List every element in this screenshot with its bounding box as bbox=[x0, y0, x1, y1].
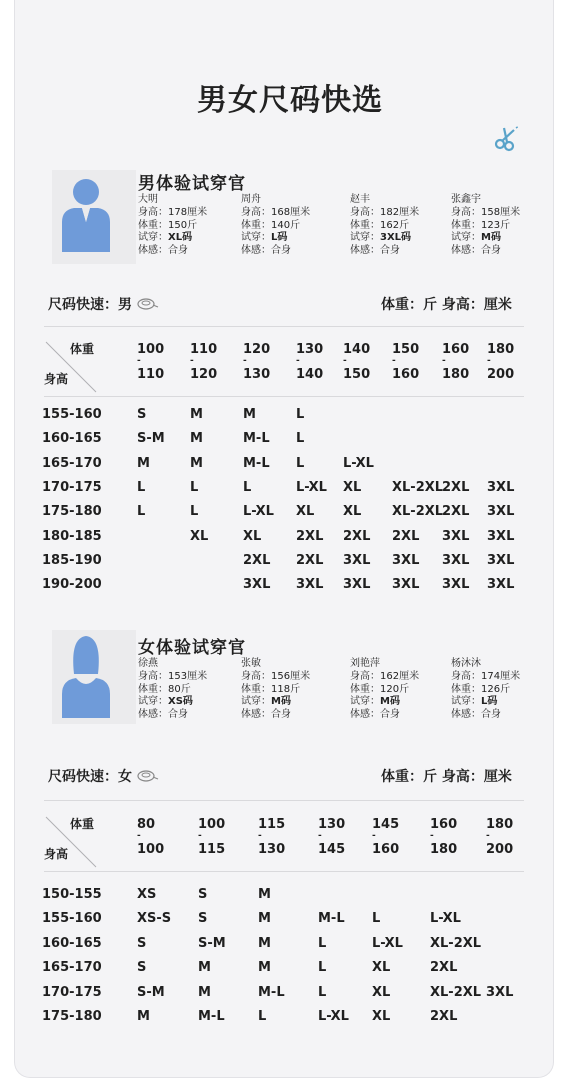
weight-range-end: 200 bbox=[487, 367, 515, 382]
weight-range-header bbox=[190, 343, 217, 381]
weight-range-dash: - bbox=[243, 356, 247, 366]
size-cell: XL bbox=[343, 504, 362, 520]
size-cell: XS-S bbox=[137, 911, 172, 927]
size-cell: 2XL bbox=[442, 479, 470, 495]
male-silhouette-icon bbox=[52, 170, 136, 264]
tester-tried-label: 试穿： bbox=[138, 696, 168, 708]
weight-range-header bbox=[430, 818, 457, 856]
size-cell: XS bbox=[137, 887, 157, 902]
tester-tried bbox=[451, 232, 520, 245]
tester-weight: 体重：118斤 bbox=[241, 683, 301, 695]
size-cell: 3XL bbox=[486, 984, 514, 1000]
size-cell: L-XL bbox=[296, 479, 327, 495]
tester-tried bbox=[241, 696, 310, 709]
size-cell: 3XL bbox=[442, 577, 470, 593]
size-cell: L bbox=[318, 960, 327, 976]
weight-range-header bbox=[392, 343, 419, 381]
tester-feel: 体感：合身 bbox=[451, 245, 501, 257]
weight-range-header bbox=[258, 818, 285, 856]
tester-tried-size: XS码 bbox=[168, 696, 193, 708]
tester-name: 杨沐沐 bbox=[451, 658, 481, 669]
height-range-label: 175-180 bbox=[42, 504, 102, 520]
tester-tried-size: L码 bbox=[271, 232, 288, 244]
tester-tried-size: M码 bbox=[481, 232, 501, 244]
weight-range-end: 200 bbox=[486, 842, 514, 857]
tester-weight: 体重：150斤 bbox=[138, 219, 198, 231]
male-avatar bbox=[52, 170, 136, 264]
size-cell: M bbox=[190, 431, 203, 447]
height-range-label: 165-170 bbox=[42, 455, 102, 471]
weight-range-dash: - bbox=[296, 356, 300, 366]
women-weight-header: 体重 bbox=[70, 817, 95, 831]
weight-range-start: 120 bbox=[243, 342, 271, 357]
tape-measure-icon bbox=[137, 296, 159, 310]
weight-range-dash: - bbox=[198, 831, 202, 841]
weight-range-end: 180 bbox=[442, 367, 470, 382]
weight-range-end: 130 bbox=[258, 842, 286, 857]
size-cell: L bbox=[318, 984, 327, 1000]
size-cell: XL bbox=[296, 504, 315, 520]
weight-range-start: 150 bbox=[392, 342, 420, 357]
size-cell: L bbox=[318, 935, 327, 951]
size-cell: M bbox=[198, 984, 211, 1000]
weight-range-header bbox=[372, 818, 399, 856]
size-cell: L bbox=[190, 479, 199, 495]
weight-range-header bbox=[442, 343, 469, 381]
tester-weight: 体重：162斤 bbox=[350, 219, 410, 231]
size-cell: 2XL bbox=[296, 552, 324, 568]
size-cell: 3XL bbox=[392, 577, 420, 593]
tester-tried-label: 试穿： bbox=[350, 232, 380, 244]
weight-range-dash: - bbox=[190, 356, 194, 366]
tester-tried-label: 试穿： bbox=[451, 232, 481, 244]
weight-range-dash: - bbox=[372, 831, 376, 841]
tape-measure-icon bbox=[137, 768, 159, 782]
men-units-label: 体重：斤 身高：厘米 bbox=[381, 297, 512, 313]
size-cell: L bbox=[372, 911, 381, 927]
weight-range-dash: - bbox=[486, 831, 490, 841]
weight-range-header bbox=[318, 818, 345, 856]
size-cell: M-L bbox=[318, 911, 345, 927]
height-range-label: 170-175 bbox=[42, 984, 102, 1000]
divider bbox=[44, 396, 524, 397]
size-cell: S-M bbox=[198, 935, 226, 951]
tester-feel: 体感：合身 bbox=[241, 245, 291, 257]
tester-tried-label: 试穿： bbox=[241, 232, 271, 244]
tester-card bbox=[241, 658, 310, 722]
tester-tried-label: 试穿： bbox=[350, 696, 380, 708]
tester-card bbox=[138, 658, 207, 722]
weight-range-end: 140 bbox=[296, 367, 324, 382]
size-cell: M-L bbox=[243, 455, 270, 471]
size-cell: L bbox=[296, 455, 305, 471]
weight-range-end: 145 bbox=[318, 842, 346, 857]
size-cell: 2XL bbox=[442, 504, 470, 520]
tester-weight: 体重：123斤 bbox=[451, 219, 511, 231]
weight-range-dash: - bbox=[318, 831, 322, 841]
height-range-label: 160-165 bbox=[42, 431, 102, 447]
weight-range-end: 110 bbox=[137, 367, 165, 382]
size-cell: S-M bbox=[137, 431, 165, 447]
weight-range-start: 130 bbox=[318, 817, 346, 832]
size-cell: L-XL bbox=[372, 935, 403, 951]
weight-range-dash: - bbox=[442, 356, 446, 366]
tester-tried bbox=[350, 696, 419, 709]
size-cell: 2XL bbox=[243, 552, 271, 568]
tester-feel: 体感：合身 bbox=[451, 709, 501, 721]
men-weight-header: 体重 bbox=[70, 342, 95, 356]
weight-range-start: 160 bbox=[442, 342, 470, 357]
weight-range-start: 140 bbox=[343, 342, 371, 357]
size-cell: L-XL bbox=[243, 504, 274, 520]
size-cell: M bbox=[243, 407, 256, 422]
size-cell: M bbox=[190, 407, 203, 422]
weight-range-start: 110 bbox=[190, 342, 218, 357]
female-avatar bbox=[52, 630, 136, 724]
size-cell: 2XL bbox=[392, 528, 420, 544]
size-cell: 3XL bbox=[487, 552, 515, 568]
size-cell: 3XL bbox=[442, 528, 470, 544]
size-cell: M bbox=[258, 935, 271, 951]
size-cell: 3XL bbox=[343, 577, 371, 593]
size-cell: S bbox=[137, 935, 147, 951]
size-cell: 3XL bbox=[487, 479, 515, 495]
weight-range-start: 100 bbox=[198, 817, 226, 832]
tester-card bbox=[451, 194, 520, 258]
weight-range-header bbox=[343, 343, 370, 381]
size-cell: 3XL bbox=[487, 577, 515, 593]
tester-name: 张敏 bbox=[241, 658, 261, 669]
weight-range-dash: - bbox=[343, 356, 347, 366]
tester-card bbox=[241, 194, 310, 258]
size-cell: M bbox=[258, 911, 271, 927]
tester-tried bbox=[451, 696, 520, 709]
size-cell: XL bbox=[190, 528, 209, 544]
tester-name: 徐燕 bbox=[138, 658, 158, 669]
size-cell: S bbox=[198, 911, 208, 927]
size-cell: L bbox=[190, 504, 199, 520]
height-range-label: 190-200 bbox=[42, 577, 102, 593]
size-cell: M bbox=[137, 1009, 150, 1024]
tester-card bbox=[350, 194, 419, 258]
women-section-title: 女体验试穿官 bbox=[138, 638, 246, 658]
weight-range-header bbox=[198, 818, 225, 856]
size-cell: 3XL bbox=[487, 528, 515, 544]
scissors-icon bbox=[492, 124, 526, 152]
divider bbox=[44, 800, 524, 801]
size-cell: M-L bbox=[243, 431, 270, 447]
weight-range-header bbox=[137, 818, 164, 856]
tester-weight: 体重：120斤 bbox=[350, 683, 410, 695]
tester-feel: 体感：合身 bbox=[241, 709, 291, 721]
size-cell: 3XL bbox=[487, 504, 515, 520]
size-cell: M bbox=[137, 455, 150, 471]
size-cell: XL bbox=[243, 528, 262, 544]
divider bbox=[44, 326, 524, 327]
tester-card bbox=[350, 658, 419, 722]
weight-range-header bbox=[296, 343, 323, 381]
tester-tried-label: 试穿： bbox=[138, 232, 168, 244]
tester-tried-size: XL码 bbox=[168, 232, 193, 244]
weight-range-start: 130 bbox=[296, 342, 324, 357]
tester-feel: 体感：合身 bbox=[350, 709, 400, 721]
weight-range-header bbox=[487, 343, 514, 381]
height-range-label: 180-185 bbox=[42, 528, 102, 544]
weight-range-dash: - bbox=[430, 831, 434, 841]
tester-height: 身高：158厘米 bbox=[451, 206, 521, 218]
size-cell: S bbox=[198, 887, 208, 902]
weight-range-end: 150 bbox=[343, 367, 371, 382]
tester-feel: 体感：合身 bbox=[350, 245, 400, 257]
height-range-label: 165-170 bbox=[42, 960, 102, 976]
weight-range-end: 160 bbox=[372, 842, 400, 857]
divider bbox=[44, 871, 524, 872]
tester-name: 刘艳萍 bbox=[350, 658, 380, 669]
size-cell: 3XL bbox=[243, 577, 271, 593]
size-cell: L-XL bbox=[343, 455, 374, 471]
tester-tried bbox=[350, 232, 419, 245]
tester-tried bbox=[138, 696, 207, 709]
size-cell: L-XL bbox=[430, 911, 461, 927]
size-cell: 3XL bbox=[392, 552, 420, 568]
tester-feel: 体感：合身 bbox=[138, 245, 188, 257]
weight-range-header bbox=[243, 343, 270, 381]
tester-height: 身高：178厘米 bbox=[138, 206, 208, 218]
weight-range-start: 180 bbox=[487, 342, 515, 357]
size-cell: XL-2XL bbox=[392, 479, 444, 495]
weight-range-dash: - bbox=[137, 831, 141, 841]
weight-range-dash: - bbox=[487, 356, 491, 366]
tester-weight: 体重：140斤 bbox=[241, 219, 301, 231]
weight-range-dash: - bbox=[392, 356, 396, 366]
tester-tried-size: M码 bbox=[380, 696, 400, 708]
size-cell: M bbox=[190, 455, 203, 471]
men-quick-label: 尺码快速：男 bbox=[48, 294, 159, 314]
height-range-label: 185-190 bbox=[42, 552, 102, 568]
size-cell: 2XL bbox=[296, 528, 324, 544]
size-cell: XL bbox=[343, 479, 362, 495]
size-cell: XL-2XL bbox=[430, 984, 482, 1000]
size-cell: M bbox=[258, 887, 271, 902]
size-cell: L bbox=[137, 479, 146, 495]
tester-tried-size: L码 bbox=[481, 696, 498, 708]
weight-range-start: 160 bbox=[430, 817, 458, 832]
height-range-label: 155-160 bbox=[42, 407, 102, 422]
tester-height: 身高：182厘米 bbox=[350, 206, 420, 218]
size-cell: L-XL bbox=[318, 1009, 349, 1024]
weight-range-start: 100 bbox=[137, 342, 165, 357]
tester-tried-size: 3XL码 bbox=[380, 232, 412, 244]
page-title: 男女尺码快选 bbox=[197, 83, 383, 118]
size-cell: 3XL bbox=[442, 552, 470, 568]
tester-name: 大明 bbox=[138, 194, 158, 205]
tester-name: 赵丰 bbox=[350, 194, 370, 205]
height-range-label: 155-160 bbox=[42, 911, 102, 927]
size-cell: XL-2XL bbox=[430, 935, 482, 951]
height-range-label: 150-155 bbox=[42, 887, 102, 902]
weight-range-end: 160 bbox=[392, 367, 420, 382]
men-section-title: 男体验试穿官 bbox=[138, 174, 246, 194]
size-cell: S-M bbox=[137, 984, 165, 1000]
tester-tried bbox=[241, 232, 310, 245]
tester-name: 张鑫宇 bbox=[451, 194, 481, 205]
size-cell: L bbox=[258, 1009, 267, 1024]
weight-range-start: 180 bbox=[486, 817, 514, 832]
size-cell: M bbox=[198, 960, 211, 976]
size-cell: XL-2XL bbox=[392, 504, 444, 520]
size-cell: L bbox=[243, 479, 252, 495]
weight-range-dash: - bbox=[137, 356, 141, 366]
tester-height: 身高：162厘米 bbox=[350, 670, 420, 682]
women-height-header: 身高 bbox=[44, 847, 69, 861]
weight-range-dash: - bbox=[258, 831, 262, 841]
tester-weight: 体重：126斤 bbox=[451, 683, 511, 695]
size-cell: 2XL bbox=[430, 960, 458, 976]
women-units-label: 体重：斤 身高：厘米 bbox=[381, 769, 512, 785]
size-cell: 3XL bbox=[296, 577, 324, 593]
weight-range-end: 180 bbox=[430, 842, 458, 857]
height-range-label: 160-165 bbox=[42, 935, 102, 951]
women-quick-label: 尺码快速：女 bbox=[48, 766, 159, 786]
tester-weight: 体重：80斤 bbox=[138, 683, 191, 695]
tester-tried-label: 试穿： bbox=[241, 696, 271, 708]
tester-tried-size: M码 bbox=[271, 696, 291, 708]
weight-range-start: 115 bbox=[258, 817, 286, 832]
height-range-label: 170-175 bbox=[42, 479, 102, 495]
weight-range-start: 145 bbox=[372, 817, 400, 832]
tester-feel: 体感：合身 bbox=[138, 709, 188, 721]
size-cell: 2XL bbox=[430, 1009, 458, 1024]
weight-range-end: 115 bbox=[198, 842, 226, 857]
weight-range-header bbox=[486, 818, 513, 856]
height-range-label: 175-180 bbox=[42, 1009, 102, 1024]
size-cell: XL bbox=[372, 984, 391, 1000]
female-silhouette-icon bbox=[52, 630, 136, 724]
weight-range-end: 130 bbox=[243, 367, 271, 382]
size-cell: 2XL bbox=[343, 528, 371, 544]
weight-range-start: 80 bbox=[137, 817, 156, 832]
tester-card bbox=[138, 194, 207, 258]
weight-range-end: 120 bbox=[190, 367, 218, 382]
tester-height: 身高：168厘米 bbox=[241, 206, 311, 218]
size-cell: S bbox=[137, 960, 147, 976]
weight-range-end: 100 bbox=[137, 842, 165, 857]
size-cell: M-L bbox=[198, 1009, 225, 1024]
weight-range-header bbox=[137, 343, 164, 381]
tester-card bbox=[451, 658, 520, 722]
size-cell: M bbox=[258, 960, 271, 976]
size-cell: S bbox=[137, 407, 147, 422]
size-cell: M-L bbox=[258, 984, 285, 1000]
size-cell: XL bbox=[372, 1009, 391, 1024]
tester-height: 身高：174厘米 bbox=[451, 670, 521, 682]
men-height-header: 身高 bbox=[44, 372, 69, 386]
tester-tried bbox=[138, 232, 207, 245]
size-cell: L bbox=[296, 407, 305, 422]
tester-height: 身高：153厘米 bbox=[138, 670, 208, 682]
size-cell: 3XL bbox=[343, 552, 371, 568]
size-cell: XL bbox=[372, 960, 391, 976]
tester-tried-label: 试穿： bbox=[451, 696, 481, 708]
tester-height: 身高：156厘米 bbox=[241, 670, 311, 682]
tester-name: 周舟 bbox=[241, 194, 261, 205]
size-cell: L bbox=[137, 504, 146, 520]
size-cell: L bbox=[296, 431, 305, 447]
